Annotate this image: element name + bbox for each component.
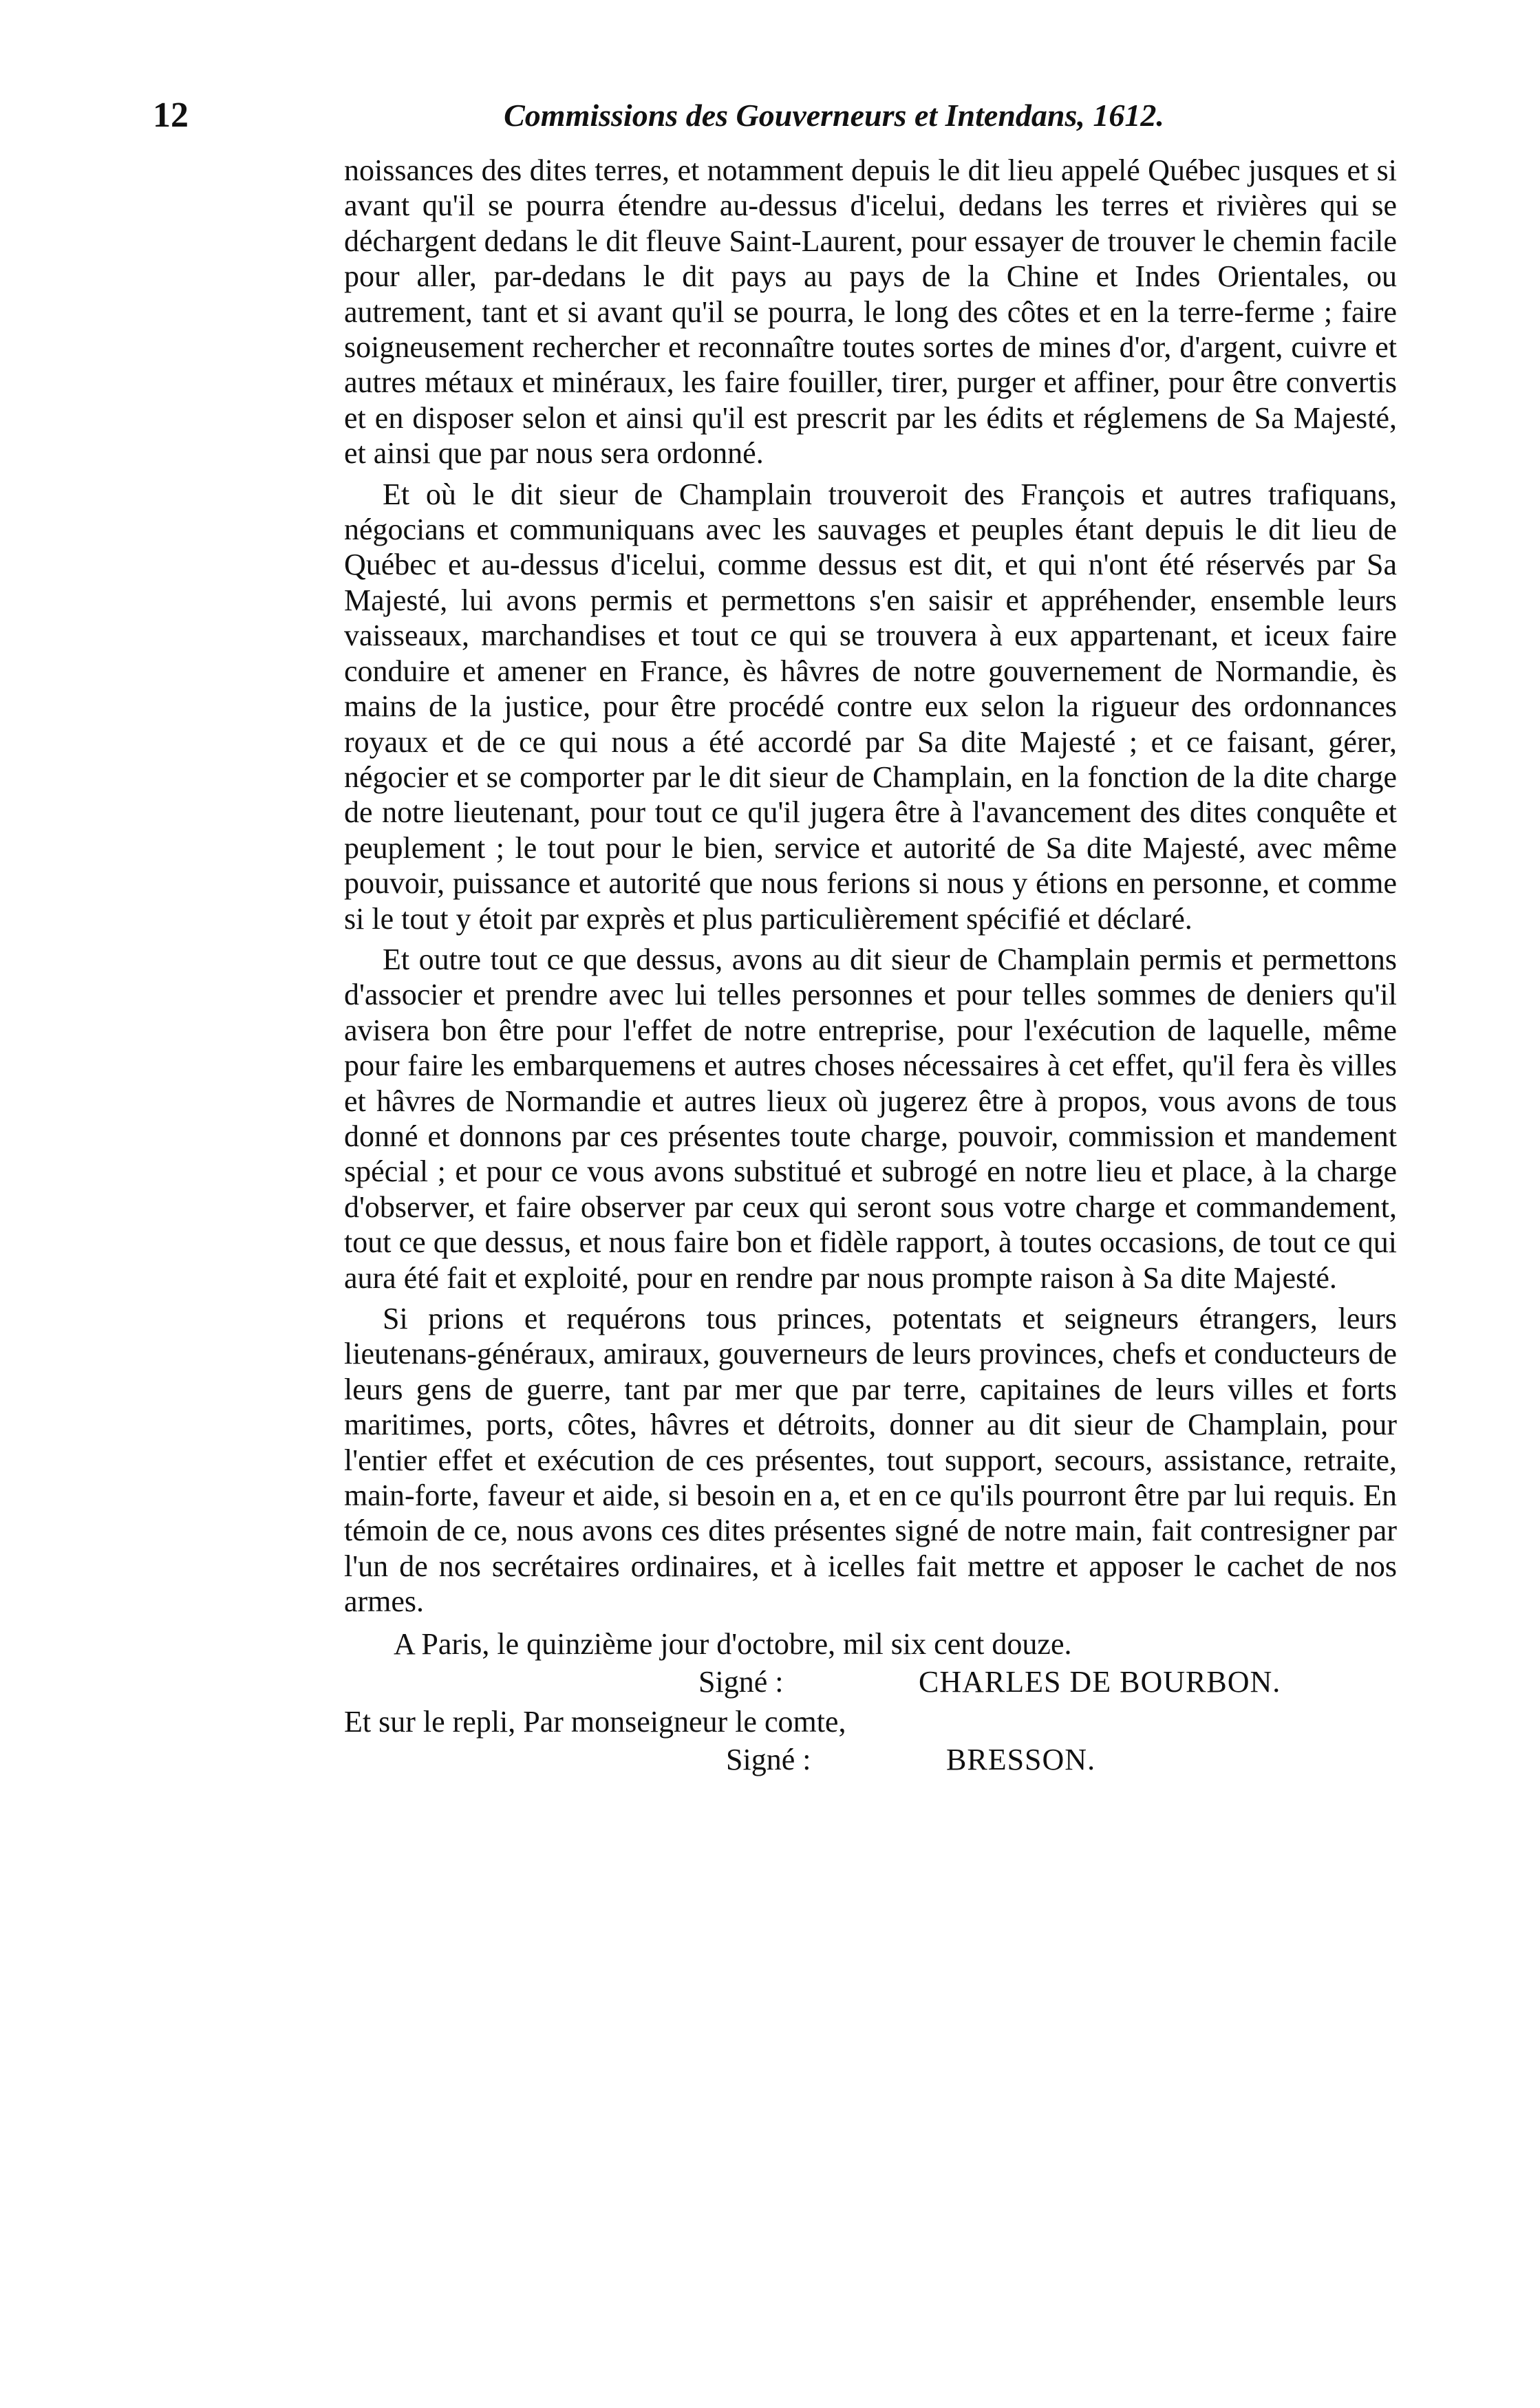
repli-line: Et sur le repli, Par monseigneur le comte, bbox=[344, 1705, 846, 1739]
page-number: 12 bbox=[153, 96, 189, 135]
paragraph-2: Et où le dit sieur de Champlain trouveroit des François et autres trafiquans, négocians et communiquans avec les sauvages et peuples étant depuis le dit lieu de Québec et au-dessus d'icelui, comme dessus est dit, et qui n'ont été réservés par Sa Majesté, lui avons permis et permettons s'en saisir et appréhender, ensemble leurs vaisseaux, marchandises et tout ce qui se trouvera à eux appartenant, et iceux faire conduire et amener en France, ès hâvres de notre gouvernement de Normandie, ès mains de la justice, pour être procédé contre eux selon la rigueur des ordonnances royaux et de ce qui nous a été accordé par Sa dite Majesté ; et ce faisant, gérer, négocier et se comporter par le dit sieur de Champlain, en la fonction de la dite charge de notre lieutenant, pour tout ce qu'il jugera être à l'avancement des dites conquête et peuplement ; le tout pour le bien, service et autorité de Sa dite Majesté, avec même pouvoir, puissance et autorité que nous ferions si nous y étions en personne, et comme si le tout y étoit par exprès et plus particulièrement spécifié et déclaré. bbox=[344, 477, 1397, 936]
signature-block-1 bbox=[344, 1664, 1397, 1704]
signature-block-2 bbox=[344, 1742, 1397, 1782]
paragraph-1: noissances des dites terres, et notamment depuis le dit lieu appelé Québec jusques et si avant qu'il se pourra étendre au-dessus d'icelui, dedans les terres et rivières qui se déchargent dedans le dit fleuve Saint-Laurent, pour essayer de trouver le chemin facile pour aller, par-dedans le dit pays au pays de la Chine et Indes Orientales, ou autrement, tant et si avant qu'il se pourra, le long des côtes et en la terre-ferme ; faire soigneusement rechercher et reconnaître toutes sortes de mines d'or, d'argent, cuivre et autres métaux et minéraux, les faire fouiller, tirer, purger et affiner, pour être convertis et en disposer selon et ainsi qu'il est prescrit par les édits et réglemens de Sa Majesté, et ainsi que par nous sera ordonné. bbox=[344, 153, 1397, 471]
paragraph-3: Et outre tout ce que dessus, avons au dit sieur de Champlain permis et permettons d'associer et prendre avec lui telles personnes et pour telles sommes de deniers qu'il avisera bon être pour l'effet de notre entreprise, pour l'exécution de laquelle, même pour faire les embarquemens et autres choses nécessaires à cet effet, qu'il fera ès villes et hâvres de Normandie et autres lieux où jugerez être à propos, vous avons de tous donné et donnons par ces présentes toute charge, pouvoir, commission et mandement spécial ; et pour ce vous avons substitué et subrogé en notre lieu et place, à la charge d'observer, et faire observer par ceux qui seront sous votre charge et commandement, tout ce que dessus, et nous faire bon et fidèle rapport, à toutes occasions, de tout ce qui aura été fait et exploité, pour en rendre par nous prompte raison à Sa dite Majesté. bbox=[344, 942, 1397, 1295]
body-text bbox=[344, 153, 1397, 1782]
page-header bbox=[153, 88, 1391, 143]
signature-name-2: BRESSON. bbox=[946, 1743, 1096, 1777]
signature-label-2: Signé : bbox=[726, 1743, 811, 1777]
paragraph-4: Si prions et requérons tous princes, potentats et seigneurs étrangers, leurs lieutenans-généraux, amiraux, gouverneurs de leurs provinces, chefs et conducteurs de leurs gens de guerre, tant par mer que par terre, capitaines de leurs villes et forts maritimes, ports, côtes, hâvres et détroits, donner au dit sieur de Champlain, pour l'entier effet et exécution de ces présentes, tout support, secours, assistance, retraite, main-forte, faveur et aide, si besoin en a, et en ce qu'ils pourront être par lui requis. En témoin de ce, nous avons ces dites présentes signé de notre main, fait contresigner par l'un de nos secrétaires ordinaires, et à icelles fait mettre et apposer le cachet de nos armes. bbox=[344, 1302, 1397, 1619]
signature-name-1: CHARLES DE BOURBON. bbox=[919, 1665, 1281, 1699]
signature-label-1: Signé : bbox=[698, 1665, 784, 1699]
dateline: A Paris, le quinzième jour d'octobre, mil six cent douze. bbox=[394, 1626, 1072, 1661]
running-title: Commissions des Gouverneurs et Intendans, 1612. bbox=[504, 98, 1164, 133]
